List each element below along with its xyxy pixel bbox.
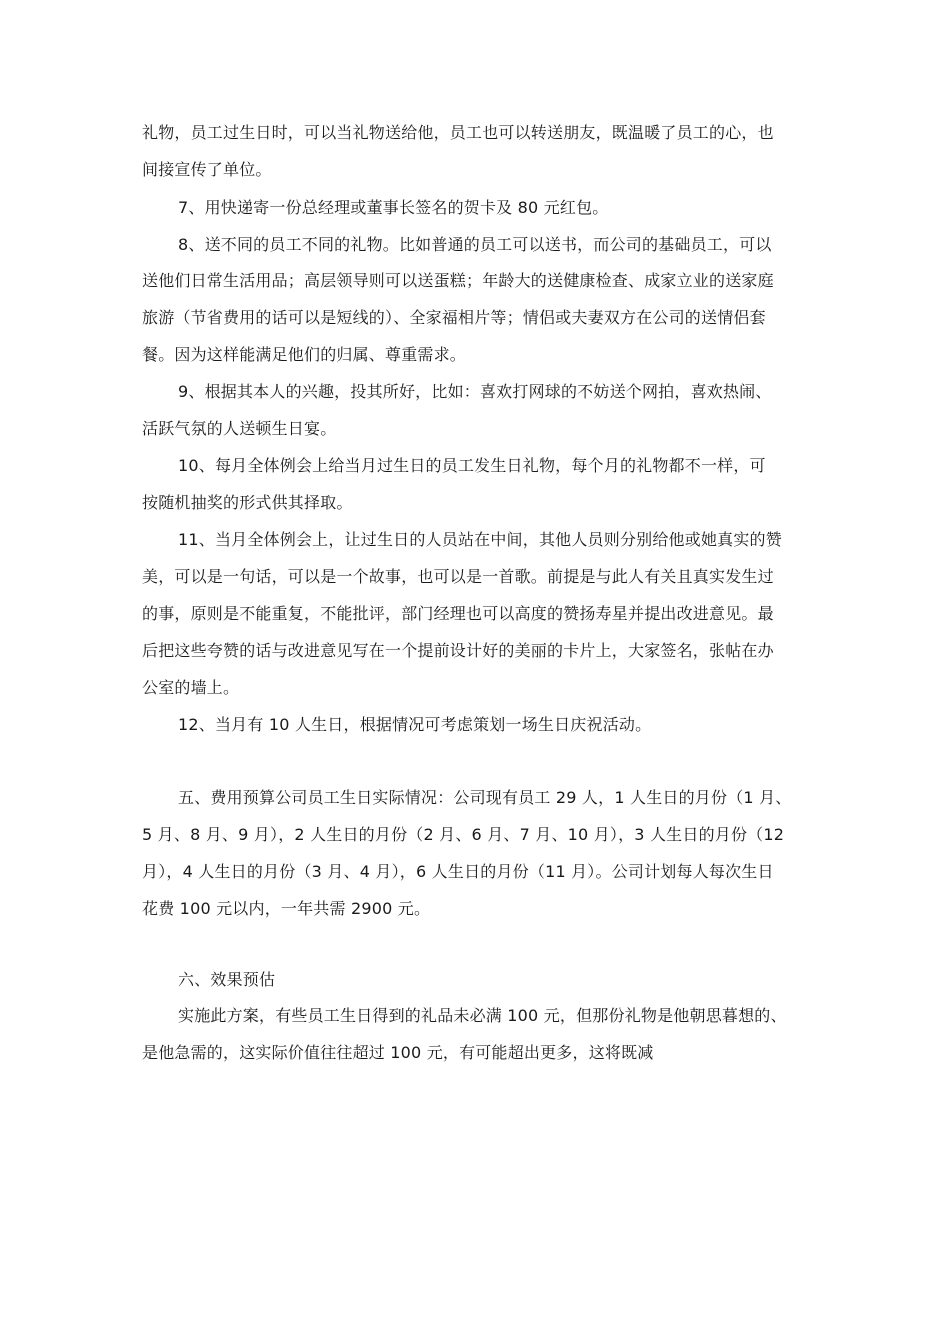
text-line: 10、每月全体例会上给当月过生日的员工发生日礼物，每个月的礼物都不一样，可	[178, 456, 766, 475]
text-line: 的事，原则是不能重复，不能批评，部门经理也可以高度的赞扬寿星并提出改进意见。最	[142, 604, 774, 623]
text-line: 送他们日常生活用品；高层领导则可以送蛋糕；年龄大的送健康检查、成家立业的送家庭	[142, 271, 774, 290]
text-line: 餐。因为这样能满足他们的归属、尊重需求。	[142, 345, 467, 364]
text-line: 11、当月全体例会上，让过生日的人员站在中间，其他人员则分别给他或她真实的赞	[178, 530, 782, 549]
text-line: 礼物，员工过生日时，可以当礼物送给他，员工也可以转送朋友，既温暖了员工的心，也	[142, 123, 774, 142]
text-line: 12、当月有 10 人生日，根据情况可考虑策划一场生日庆祝活动。	[178, 715, 652, 734]
text-line: 8、送不同的员工不同的礼物。比如普通的员工可以送书，而公司的基础员工，可以	[178, 235, 772, 254]
text-line: 公室的墙上。	[142, 678, 240, 697]
text-line: 按随机抽奖的形式供其择取。	[142, 493, 353, 512]
text-line: 五、费用预算公司员工生日实际情况：公司现有员工 29 人，1 人生日的月份（1 月、	[178, 788, 792, 807]
section-heading: 六、效果预估	[178, 970, 276, 989]
text-line: 花费 100 元以内，一年共需 2900 元。	[142, 899, 431, 918]
text-line: 是他急需的，这实际价值往往超过 100 元，有可能超出更多，这将既减	[142, 1043, 654, 1062]
text-line: 5 月、8 月、9 月），2 人生日的月份（2 月、6 月、7 月、10 月），3 人生日的月份（12	[142, 825, 785, 844]
text-line: 间接宣传了单位。	[142, 160, 272, 179]
text-line: 美，可以是一句话，可以是一个故事，也可以是一首歌。前提是与此人有关且真实发生过	[142, 567, 774, 586]
text-line: 月），4 人生日的月份（3 月、4 月），6 人生日的月份（11 月）。公司计划每人每次生日	[142, 862, 774, 881]
text-line: 9、根据其本人的兴趣，投其所好，比如：喜欢打网球的不妨送个网拍，喜欢热闹、	[178, 382, 772, 401]
text-line: 活跃气氛的人送顿生日宴。	[142, 419, 337, 438]
text-line: 旅游（节省费用的话可以是短线的）、全家福相片等；情侣或夫妻双方在公司的送情侣套	[142, 308, 766, 327]
text-line: 实施此方案，有些员工生日得到的礼品未必满 100 元，但那份礼物是他朝思暮想的、	[178, 1006, 787, 1025]
text-line: 后把这些夸赞的话与改进意见写在一个提前设计好的美丽的卡片上，大家签名，张帖在办	[142, 641, 774, 660]
text-line: 7、用快递寄一份总经理或董事长签名的贺卡及 80 元红包。	[178, 198, 609, 217]
